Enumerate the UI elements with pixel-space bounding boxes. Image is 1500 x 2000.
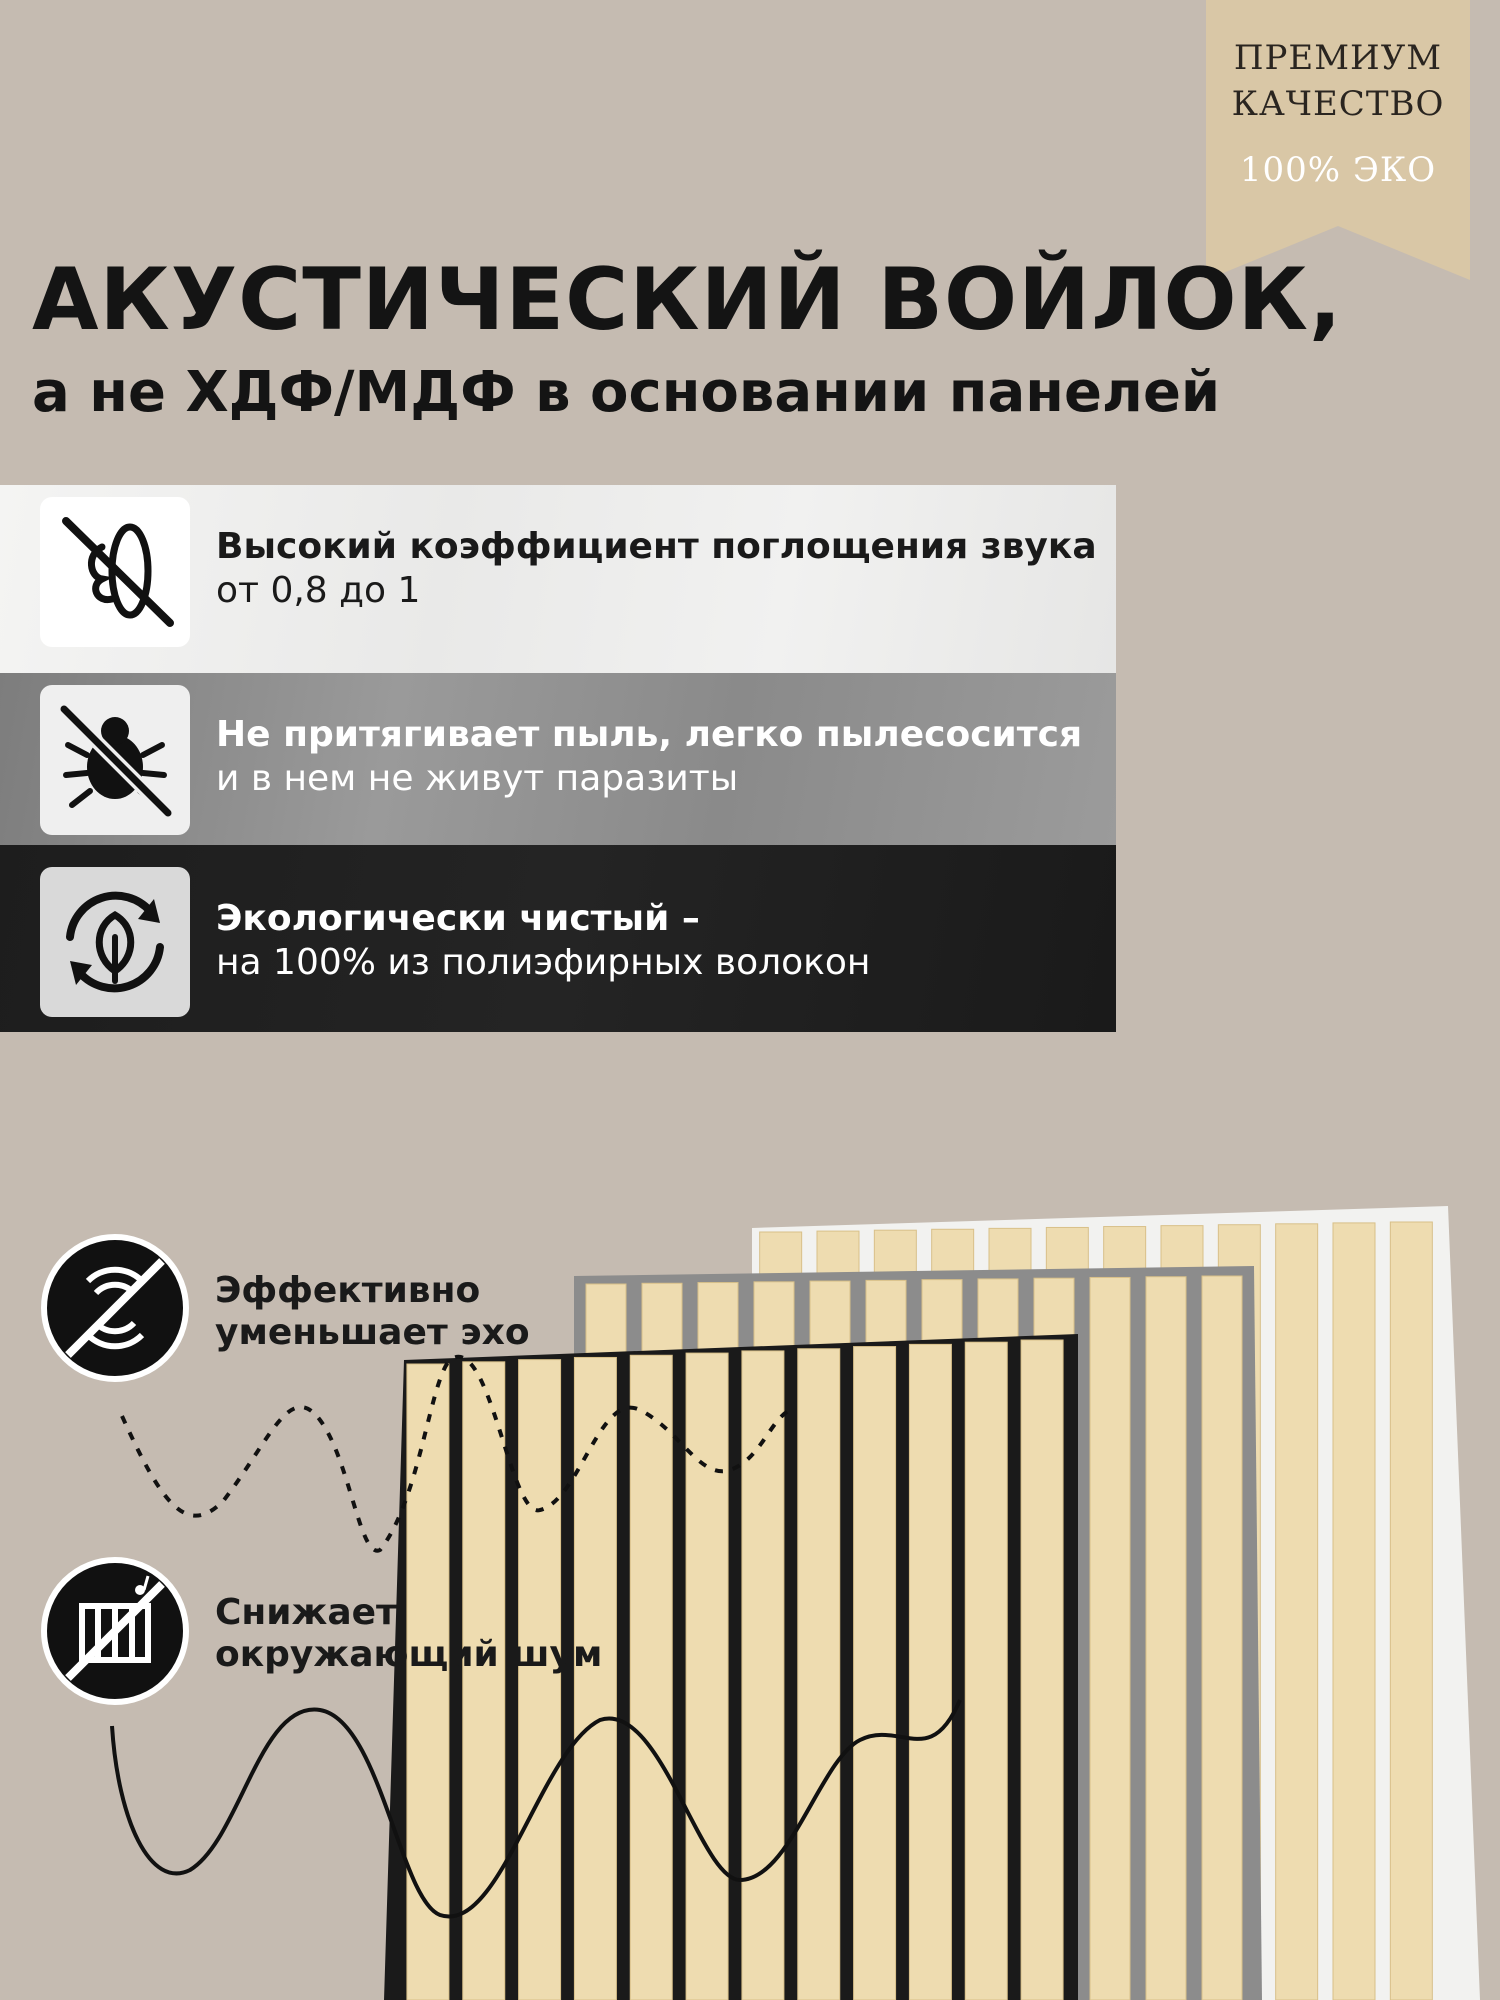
- wood-slat-front: [574, 1357, 616, 2000]
- wood-slat-front: [965, 1342, 1007, 2000]
- noise-feature-line1: Снижает: [215, 1592, 397, 1633]
- feature-subtitle: на 100% из полиэфирных волокон: [216, 942, 871, 983]
- feature-subtitle: и в нем не живут паразиты: [216, 758, 739, 799]
- wood-slat-back: [1333, 1223, 1375, 2000]
- noise-feature-label: [215, 1592, 602, 1676]
- badge-line-eco: 100% ЭКО: [1239, 150, 1437, 190]
- wood-slat-front: [686, 1353, 728, 2000]
- wood-slat-front: [909, 1344, 951, 2000]
- premium-badge: [1206, 0, 1470, 280]
- feature-strip-eco: [0, 845, 1116, 1032]
- wood-slat-front: [742, 1351, 784, 2000]
- feature-strip-dust: [0, 673, 1116, 845]
- wood-slat-middle: [1090, 1277, 1130, 2000]
- headline-subtitle: а не ХДФ/МДФ в основании панелей: [32, 360, 1221, 425]
- badge-line-premium: ПРЕМИУМ: [1233, 38, 1443, 78]
- badge-line-quality: КАЧЕСТВО: [1231, 84, 1445, 124]
- wood-slat-front: [1021, 1340, 1063, 2000]
- no-noise-icon: [40, 1556, 190, 1706]
- wood-slat-front: [854, 1347, 896, 2000]
- feature-strip-absorption: [0, 485, 1116, 673]
- wood-slat-front: [630, 1355, 672, 2000]
- feature-text: [216, 897, 870, 985]
- echo-feature-label: [215, 1270, 530, 1354]
- feature-title: Высокий коэффициент поглощения звука: [216, 526, 1097, 567]
- no-echo-icon: [40, 1233, 190, 1383]
- feature-title: Экологически чистый –: [216, 898, 700, 939]
- feature-title: Не притягивает пыль, легко пылесосится: [216, 714, 1083, 755]
- no-bug-icon: [40, 685, 190, 835]
- no-sound-ear-icon: [40, 497, 190, 647]
- wood-slat-back: [1276, 1224, 1318, 2000]
- wood-slat-front: [798, 1349, 840, 2000]
- echo-feature-line2: уменьшает эхо: [215, 1312, 530, 1353]
- headline-title: АКУСТИЧЕСКИЙ ВОЙЛОК,: [32, 250, 1343, 350]
- feature-text: [216, 713, 1082, 801]
- wood-slat-middle: [1202, 1276, 1242, 2000]
- wood-slat-back: [1390, 1222, 1432, 2000]
- echo-feature-line1: Эффективно: [215, 1270, 481, 1311]
- wood-slat-front: [519, 1360, 561, 2000]
- wood-slat-middle: [1146, 1277, 1186, 2000]
- feature-text: [216, 525, 1097, 613]
- wood-slat-front: [463, 1362, 505, 2000]
- feature-subtitle: от 0,8 до 1: [216, 570, 421, 611]
- eco-leaf-recycle-icon: [40, 867, 190, 1017]
- noise-feature-line2: окружающий шум: [215, 1634, 603, 1675]
